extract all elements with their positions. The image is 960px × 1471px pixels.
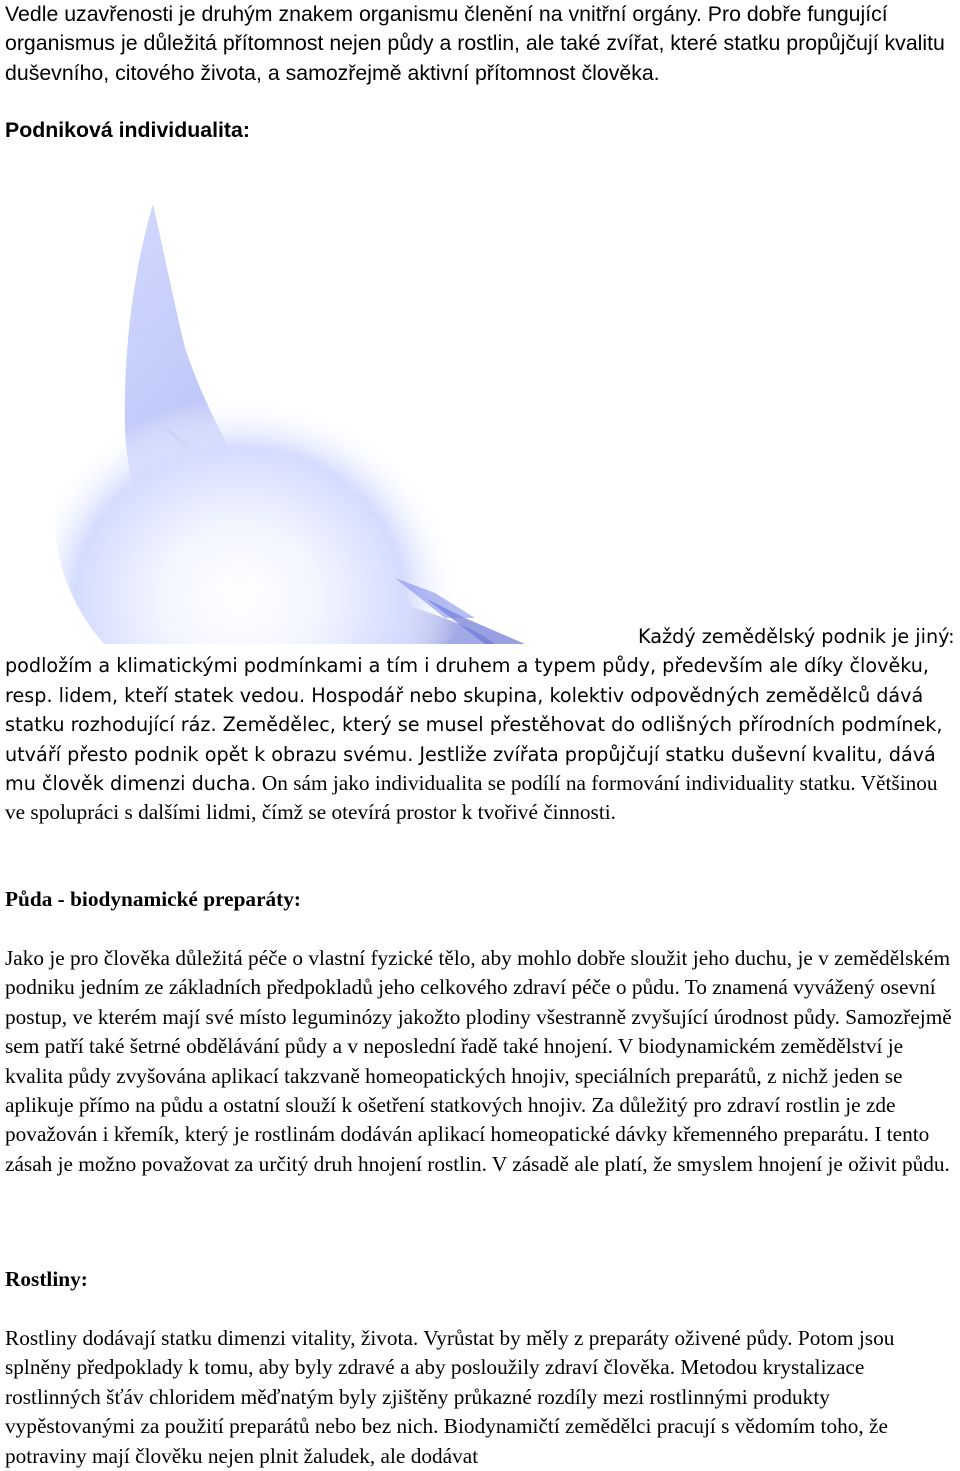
individuality-paragraph [5,622,958,828]
individuality-text-part3: Zemědělec, který se musel přestěhovat do odlišných přírodních podmínek, utváří přesto podnik opět k obrazu svému. [5,713,943,766]
individuality-text-part5: On sám jako individualita se podílí na formování individuality statku. Většinou ve spolupráci s dalšími lidmi, čímž se otevírá prostor k tvořivé činnosti. [5,771,938,825]
individuality-text-part1: Každý zemědělský podnik je jiný: podložím a klimatickými podmínkami a tím i druhem a typem půdy, především ale díky člověku, resp. lidem, kteří statek vedou. [5,625,955,707]
soil-paragraph: Jako je pro člověka důležitá péče o vlastní fyzické tělo, aby mohlo dobře sloužit jeho duchu, je v zemědělském podniku jedním ze základních předpokladů jeho celkového zdraví péče o půdu. To znamená vyvážený osevní postup, ve kterém mají své místo leguminózy jakožto plodiny všestranně zvyšující úrodnost půdy. Samozřejmě sem patří také šetrné obdělávání půdy a v neposlední řadě také hnojení. V biodynamickém zemědělství je kvalita půdy zvyšována aplikací takzvaně homeopatických hnojiv, speciálních preparátů, z nichž jeden se aplikuje přímo na půdu a ostatní slouží k ošetření statkových hnojiv. Za důležitý pro zdraví rostlin je zde považován i křemík, který je rostlinám dodáván aplikací homeopatické dávky křemenného preparátu. I tento zásah je možno považovat za určitý druh hnojení rostlin. V zásadě ale platí, že smyslem hnojení je oživit půdu. [5,946,952,1176]
plants-paragraph: Rostliny dodávají statku dimenzi vitality, života. Vyrůstat by měly z preparáty oživené půdy. Potom jsou splněny předpoklady k tomu, aby byly zdravé a aby posloužily zdraví člověka. Metodou krystalizace rostlinných šťáv chloridem měďnatým byly zjištěny průkazné rozdíly mezi rostlinnými produkty vypěstovanými za použití preparátů nebo bez nich. Biodynamičtí zemědělci pracují s vědomím toho, že potraviny mají člověku nejen plnit žaludek, ale dodávat [5,1326,895,1468]
individuality-text-part2: Hospodář nebo skupina, kolektiv odpovědných zemědělců dává statku rozhodující ráz. [5,683,924,737]
heading-individuality: Podniková individualita: [5,118,250,142]
heading-soil: Půda - biodynamické preparáty: [5,887,302,911]
bird-photo-icon [5,198,639,644]
heading-plants: Rostliny: [5,1267,88,1291]
intro-paragraph: Vedle uzavřenosti je druhým znakem organismu členění na vnitřní orgány. Pro dobře fungující organismus je důležitá přítomnost nejen půdy a rostlin, ale také zvířat, které statku propůjčují kvalitu duševního, citového života, a samozřejmě aktivní přítomnost člověka. [5,2,945,85]
individuality-text-part4: Jestliže zvířata propůjčují statku duševní kvalitu, dává mu člověk dimenzi ducha. [5,742,936,796]
